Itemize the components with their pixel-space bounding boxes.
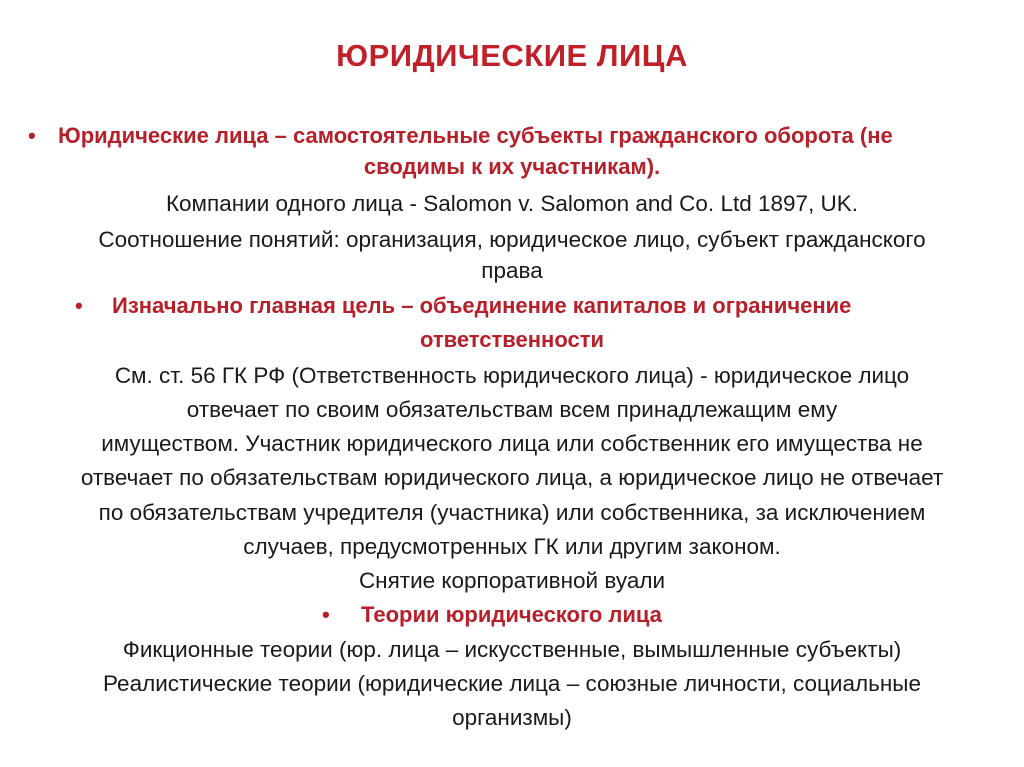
article-56-line-5: по обязательствам учредителя (участника) или собственника, за исключением [98,500,926,525]
paragraph-fiction-theories: Фикционные теории (юр. лица – искусственные, вымышленные субъекты) [122,637,902,662]
paragraph-concepts-line-2: права [481,258,543,283]
bullet-2-line-1: Изначально главная цель – объединение капиталов и ограничение [112,293,852,318]
bullet-3-marker: • [322,602,330,627]
bullet-3-text: Теории юридического лица [361,602,662,627]
article-56-line-6: случаев, предусмотренных ГК или другим законом. [243,534,781,559]
bullet-1-marker: • [28,123,36,148]
paragraph-salomon: Компании одного лица - Salomon v. Salomon and Co. Ltd 1897, UK. [165,191,859,216]
paragraph-corporate-veil: Снятие корпоративной вуали [358,568,666,593]
bullet-2-marker: • [75,293,83,318]
bullet-1-line-2: сводимы к их участникам). [363,154,661,179]
paragraph-concepts-line-1: Соотношение понятий: организация, юридическое лицо, субъект гражданского [98,227,926,252]
bullet-1-line-1: Юридические лица – самостоятельные субъекты гражданского оборота (не [58,123,893,148]
article-56-line-2: отвечает по своим обязательствам всем принадлежащим ему [186,397,838,422]
article-56-line-4: отвечает по обязательствам юридического лица, а юридическое лицо не отвечает [80,465,944,490]
bullet-2-line-2: ответственности [419,327,605,352]
paragraph-realistic-theories-line-1: Реалистические теории (юридические лица – союзные личности, социальные [103,671,921,696]
paragraph-realistic-theories-line-2: организмы) [452,705,572,730]
article-56-line-1: См. ст. 56 ГК РФ (Ответственность юридического лица) - юридическое лицо [114,363,910,388]
article-56-line-3: имуществом. Участник юридического лица или собственник его имущества не [101,431,923,456]
slide-title: ЮРИДИЧЕСКИЕ ЛИЦА [336,38,688,73]
